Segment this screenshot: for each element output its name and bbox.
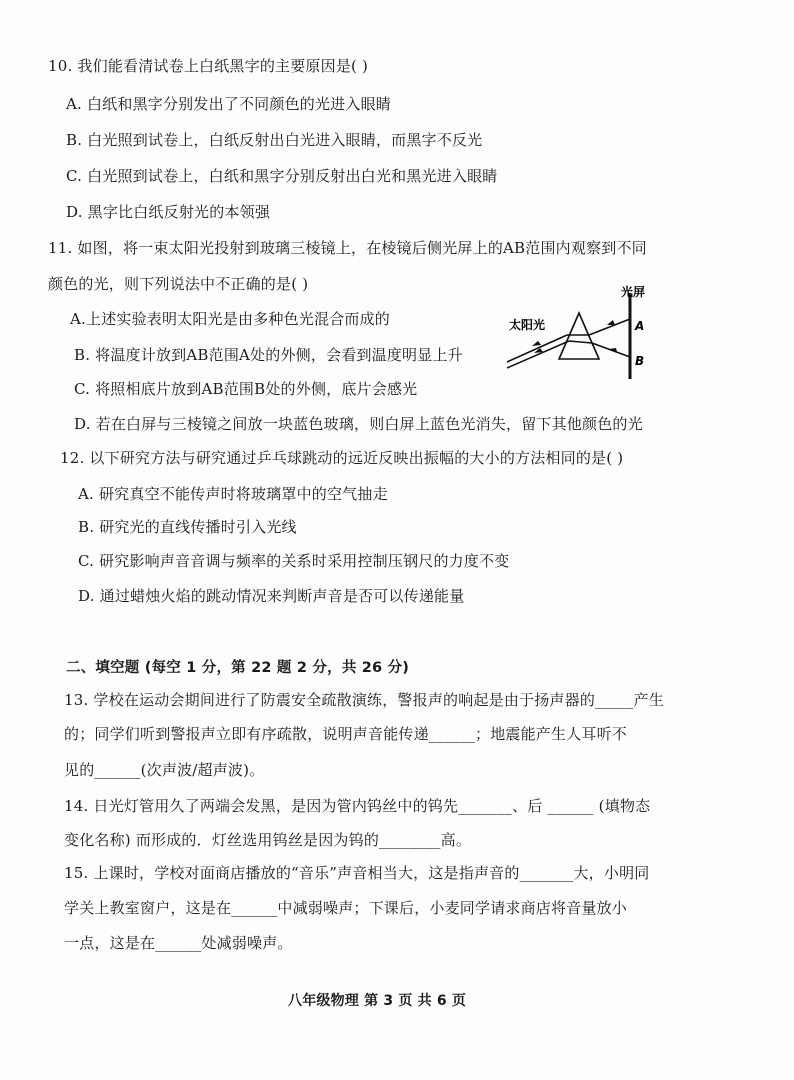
q13-line2: 的；同学们听到警报声立即有序疏散，说明声音能传递______；地震能产生人耳听不	[64, 725, 628, 743]
q14-line1: 14. 日光灯管用久了两端会发黑，是因为管内钨丝中的钨先_______、后 ______ (填物态	[64, 797, 651, 815]
ray-arrow-1	[532, 341, 541, 346]
q10-option-b: B. 白光照到试卷上，白纸反射出白光进入眼睛，而黑字不反光	[66, 131, 483, 149]
q12-option-b: B. 研究光的直线传播时引入光线	[78, 518, 297, 536]
q10-stem: 10. 我们能看清试卷上白纸黑字的主要原因是( )	[48, 57, 369, 75]
q13-line3: 见的______(次声波/超声波)。	[64, 761, 265, 779]
q11-option-c: C. 将照相底片放到AB范围B处的外侧，底片会感光	[74, 380, 418, 398]
q10-option-a: A. 白纸和黑字分别发出了不同颜色的光进入眼睛	[66, 95, 391, 113]
q15-line2: 学关上教室窗户，这是在______中减弱噪声；下课后，小麦同学请求商店将音量放小	[64, 899, 628, 917]
ray-arrow-a	[607, 320, 615, 325]
screen-label: 光屏	[621, 285, 646, 299]
sun-label: 太阳光	[509, 318, 546, 332]
q12-option-a: A. 研究真空不能传声时将玻璃罩中的空气抽走	[78, 485, 388, 503]
q11-option-a: A.上述实验表明太阳光是由多种色光混合而成的	[70, 310, 391, 328]
point-a-label: A	[635, 319, 645, 333]
q15-line1: 15. 上课时，学校对面商店播放的“音乐”声音相当大，这是指声音的_______大，小明同	[64, 864, 650, 882]
section-title: 二、填空题 (每空 1 分，第 22 题 2 分，共 26 分)	[66, 660, 410, 676]
q12-option-c: C. 研究影响声音音调与频率的关系时采用控制压钢尺的力度不变	[78, 552, 510, 570]
incoming-ray-1	[507, 335, 567, 362]
page-footer: 八年级物理 第 3 页 共 6 页	[288, 993, 467, 1009]
q11-stem-line1: 11. 如图，将一束太阳光投射到玻璃三棱镜上，在棱镜后侧光屏上的AB范围内观察到不同	[48, 239, 647, 257]
q12-stem: 12. 以下研究方法与研究通过乒乓球跳动的远近反映出振幅的大小的方法相同的是( )	[60, 449, 624, 467]
q15-line3: 一点，这是在______处减弱噪声。	[64, 934, 293, 952]
prism-diagram	[497, 283, 657, 383]
q10-option-c: C. 白光照到试卷上，白纸和黑字分别反射出白光和黑光进入眼睛	[66, 167, 498, 185]
point-b-label: B	[635, 354, 645, 368]
q14-line2: 变化名称) 而形成的．灯丝选用钨丝是因为钨的________高。	[64, 831, 472, 849]
q11-option-b: B. 将温度计放到AB范围A处的外侧，会看到温度明显上升	[74, 346, 463, 364]
inner-ray-2	[569, 341, 592, 343]
q11-stem-line2: 颜色的光，则下列说法中不正确的是( )	[48, 275, 309, 293]
q10-option-d: D. 黑字比白纸反射光的本领强	[66, 203, 271, 221]
q11-option-d: D. 若在白屏与三棱镜之间放一块蓝色玻璃，则白屏上蓝色光消失，留下其他颜色的光	[74, 415, 643, 433]
outgoing-ray-a	[589, 319, 630, 335]
q12-option-d: D. 通过蜡烛火焰的跳动情况来判断声音是否可以传递能量	[78, 587, 465, 605]
q13-line1: 13. 学校在运动会期间进行了防震安全疏散演练，警报声的响起是由于扬声器的_____产生	[64, 691, 664, 709]
